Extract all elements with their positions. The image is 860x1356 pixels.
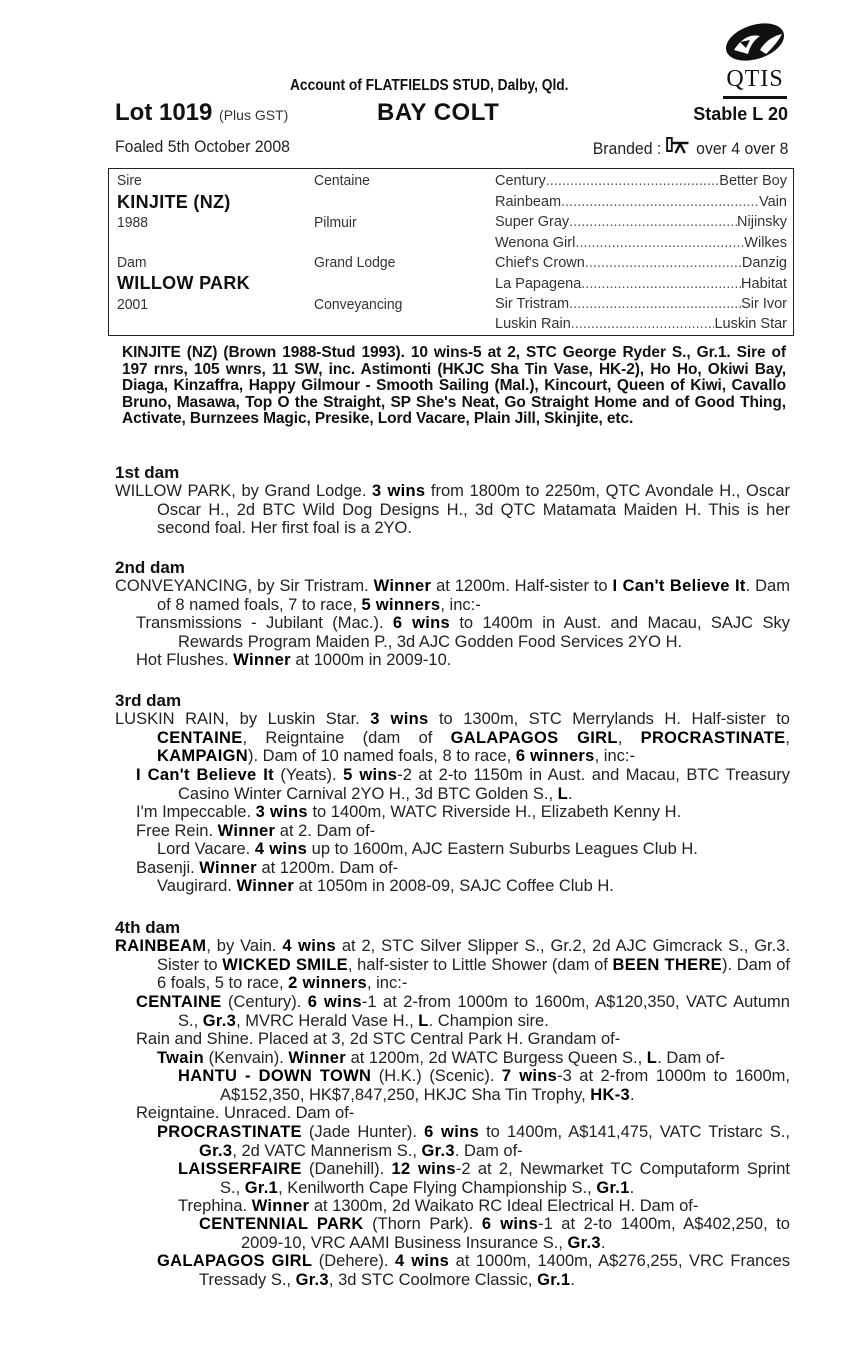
text: ). Dam of 6 foals, 5 to race, — [157, 955, 790, 993]
bold-text: 6 wins — [481, 1215, 539, 1233]
lot-label: Lot 1019 — [115, 99, 213, 126]
text: -1 at 2-to 1400m, A$402,250, to 2009-10, VRC AAMI Business Insurance S., — [241, 1215, 790, 1252]
text: -1 at 2-from 1000m to 1600m, A$120,350, VATC Autumn S., — [178, 993, 790, 1030]
text: (Dehere). — [312, 1252, 395, 1270]
text: (Thorn Park). — [363, 1215, 482, 1233]
great-grandparent-row: Super Gray ..... Nijinsky — [495, 214, 787, 230]
bold-text: CENTAINE — [157, 728, 243, 747]
bold-text: Twain — [157, 1049, 205, 1067]
bold-text: 4 wins — [394, 1252, 450, 1270]
grandsire-paternal: Centaine — [314, 172, 370, 189]
brand-info — [592, 137, 788, 159]
dam-section-heading: 4th dam — [115, 918, 181, 937]
lot-number — [115, 99, 288, 127]
bold-text: 6 wins — [307, 993, 362, 1011]
text: CONVEYANCING, by Sir Tristram. — [115, 577, 374, 595]
text: Lord Vacare. — [157, 840, 255, 858]
bold-text: Winner — [233, 651, 291, 669]
text: , 3d STC Coolmore Classic, — [328, 1270, 538, 1289]
text: -2 at 2-to 1150m in Aust. and Macau, BTC Treasury Casino Winter Carnival 2YO H., 3d BTC Golden S., — [178, 766, 790, 803]
text: , 2d VATC Mannerism S., — [232, 1141, 422, 1160]
great-grandparent-row: Luskin Rain ..... Luskin Star — [495, 316, 787, 332]
text: I'm Impeccable. — [136, 803, 256, 821]
bold-text: HK-3 — [590, 1085, 630, 1104]
bold-text: L — [418, 1011, 429, 1030]
text: at 1200m. Half-sister to — [431, 577, 613, 595]
branded-prefix: Branded : — [592, 139, 661, 158]
text: , Kenilworth Cape Flying Championship S., — [278, 1178, 597, 1197]
qtis-logo — [720, 20, 790, 100]
sire-name: KINJITE (NZ) — [117, 192, 231, 212]
bold-text: L — [557, 784, 569, 803]
dam-section-heading: 2nd dam — [115, 558, 185, 577]
text: to 1400m, A$141,475, VATC Tristarc S., — [478, 1123, 790, 1141]
sire-summary: KINJITE (NZ) (Brown 1988-Stud 1993). 10 wins-5 at 2, STC George Ryder S., Gr.1. Sire of 197 rnrs, 105 wnrs, 11 SW, inc. Astimonti (HKJC Sha Tin Vase, HK-2), Ho Ho, Okiwi Bay, Diaga, Kinzaffra, Happy Gilmour - Smooth Sailing (Mal.), Kincourt, Queen of Kiwi, Cavallo Bruno, Masawa, Top O the Straight, SP She's Neat, Go Straight Home and of Good Thing, Activate, Burnzees Magic, Presike, Lord Vacare, Plain Jill, Skinjite, etc. — [122, 344, 786, 427]
progeny-entry — [136, 993, 790, 1030]
bold-text: 7 wins — [501, 1067, 558, 1085]
bold-text: Gr.3 — [295, 1270, 329, 1289]
granddam-maternal: Conveyancing — [314, 296, 403, 313]
bold-text: RAINBEAM — [115, 937, 207, 955]
text: Trephina. — [178, 1197, 252, 1215]
bold-text: 2 winners — [288, 974, 367, 993]
text: (Jade Hunter). — [301, 1123, 425, 1141]
bold-text: BEEN THERE — [612, 955, 722, 974]
text: . — [570, 1270, 575, 1289]
bold-text: CENTAINE — [136, 993, 222, 1011]
text: WILLOW PARK, by Grand Lodge. — [115, 482, 373, 500]
bold-text: Gr.3 — [421, 1141, 455, 1160]
text: Rain and Shine. Placed at 3, 2d STC Central Park H. Grandam of- — [136, 1030, 621, 1048]
bold-text: Gr.3 — [202, 1011, 237, 1030]
bold-text: KAMPAIGN — [157, 747, 249, 766]
bold-text: 4 wins — [282, 937, 336, 955]
sire-label: Sire — [117, 172, 142, 189]
text: Hot Flushes. — [136, 651, 234, 669]
text: Basenji. — [136, 859, 200, 877]
text: , — [785, 728, 791, 747]
text: (Century). — [221, 993, 308, 1011]
progeny-entry — [136, 651, 790, 670]
bold-text: I Can't Believe It — [612, 577, 746, 595]
qtis-horse-icon — [720, 20, 790, 66]
bold-text: HANTU - DOWN TOWN — [178, 1067, 372, 1085]
stable-location: Stable L 20 — [693, 104, 788, 124]
text: ). Dam of 10 named foals, 8 to race, — [248, 747, 516, 766]
great-grandparent-row: Sir Tristram ..... Sir Ivor — [495, 296, 787, 312]
text: at 1000m in 2009-10. — [290, 651, 452, 669]
text: , MVRC Herald Vase H., — [236, 1011, 419, 1030]
bold-text: Gr.1 — [244, 1178, 279, 1197]
text: Reigntaine. Unraced. Dam of- — [136, 1104, 355, 1122]
progeny-entry — [136, 614, 790, 651]
bold-text: Gr.3 — [567, 1233, 601, 1252]
granddam-paternal: Pilmuir — [314, 214, 357, 231]
progeny-entry — [157, 840, 790, 859]
dam-section-heading: 1st dam — [115, 463, 180, 482]
bold-text: LAISSERFAIRE — [178, 1160, 302, 1178]
text: . Dam of- — [657, 1049, 726, 1067]
bold-text: 3 wins — [370, 710, 429, 728]
bold-text: L — [646, 1049, 658, 1067]
logo-text: QTIS — [726, 66, 784, 92]
progeny-entry — [136, 1104, 790, 1123]
text: -3 at 2-from 1000m to 1600m, A$152,350, HK$7,847,250, HKJC Sha Tin Trophy, — [220, 1067, 790, 1104]
progeny-entry — [136, 1030, 790, 1049]
foaled-date: Foaled 5th October 2008 — [115, 137, 290, 156]
bold-text: Winner — [288, 1049, 346, 1067]
dam-entry — [115, 577, 790, 614]
bold-text: 6 winners — [515, 747, 595, 766]
bold-text: Winner — [251, 1197, 310, 1215]
text: Transmissions - Jubilant (Mac.). — [136, 614, 393, 632]
great-grandparent-row: La Papagena ..... Habitat — [495, 276, 787, 292]
progeny-entry — [157, 1252, 790, 1289]
bold-text: PROCRASTINATE — [640, 728, 786, 747]
text: LUSKIN RAIN, by Luskin Star. — [115, 710, 371, 728]
text: up to 1600m, AJC Eastern Suburbs Leagues Club H. — [307, 840, 698, 858]
sire-year: 1988 — [117, 214, 149, 231]
text: . Dam of 8 named foals, 7 to race, — [157, 577, 790, 614]
dam-entry — [115, 937, 790, 993]
text: to 1400m in Aust. and Macau, SAJC Sky Rewards Program Maiden P., 3d AJC Godden Food Services 2YO H. — [178, 614, 790, 651]
text: , half-sister to Little Shower (dam of — [347, 955, 613, 974]
bold-text: GALAPAGOS GIRL — [157, 1252, 313, 1270]
text: to 1400m, WATC Riverside H., Elizabeth Kenny H. — [307, 803, 682, 821]
progeny-entry — [136, 822, 790, 841]
bold-text: 12 wins — [391, 1160, 456, 1178]
text: at 1200m, 2d WATC Burgess Queen S., — [345, 1049, 647, 1067]
great-grandparent-row: Century ..... Better Boy — [495, 173, 787, 189]
text: . — [568, 784, 573, 803]
dam-entry — [115, 482, 790, 538]
lot-gst-note: (Plus GST) — [219, 107, 289, 123]
grandsire-maternal: Grand Lodge — [314, 254, 396, 271]
brand-mark-icon — [665, 137, 691, 155]
bold-text: Winner — [217, 822, 276, 840]
text: , — [617, 728, 641, 747]
text: , inc:- — [366, 974, 408, 993]
bold-text: 4 wins — [254, 840, 308, 858]
pedigree-table — [108, 168, 794, 336]
dam-year: 2001 — [117, 296, 149, 313]
progeny-entry — [157, 877, 790, 896]
text: Vaugirard. — [157, 877, 237, 895]
text: . Champion sire. — [428, 1011, 549, 1030]
text: at 1300m, 2d Waikato RC Ideal Electrical H. Dam of- — [309, 1197, 699, 1215]
progeny-entry — [178, 1160, 790, 1197]
progeny-entry — [136, 803, 790, 822]
great-grandparent-row: Rainbeam ..... Vain — [495, 194, 787, 210]
progeny-entry — [157, 1123, 790, 1160]
bold-text: Gr.3 — [199, 1141, 233, 1160]
bold-text: I Can't Believe It — [136, 766, 274, 784]
text: at 2. Dam of- — [275, 822, 376, 840]
progeny-entry — [199, 1215, 790, 1252]
bold-text: 5 wins — [343, 766, 398, 784]
text: Free Rein. — [136, 822, 218, 840]
text: . — [629, 1178, 635, 1197]
progeny-entry — [157, 1049, 790, 1068]
text: (Danehill). — [301, 1160, 392, 1178]
dam-label: Dam — [117, 254, 147, 271]
dam-section-heading: 3rd dam — [115, 691, 182, 710]
bold-text: Winner — [373, 577, 432, 595]
horse-description: BAY COLT — [377, 99, 500, 126]
bold-text: 6 wins — [424, 1123, 479, 1141]
bold-text: 3 wins — [255, 803, 308, 821]
great-grandparent-row: Chief's Crown ..... Danzig — [495, 255, 787, 271]
text: (H.K.) (Scenic). — [371, 1067, 502, 1085]
text: . — [600, 1233, 606, 1252]
text: . — [629, 1085, 635, 1104]
text: (Yeats). — [273, 766, 344, 784]
dam-name: WILLOW PARK — [117, 273, 250, 293]
text: -2 at 2, Newmarket TC Computaform Sprint S., — [220, 1160, 790, 1197]
bold-text: PROCRASTINATE — [157, 1123, 302, 1141]
bold-text: 5 winners — [361, 595, 441, 614]
text: , by Vain. — [206, 937, 283, 955]
bold-text: 3 wins — [372, 482, 426, 500]
text: , Reigntaine (dam of — [242, 728, 451, 747]
text: (Kenvain). — [204, 1049, 289, 1067]
text: from 1800m to 2250m, QTC Avondale H., Oscar Oscar H., 2d BTC Wild Dog Designs H., 3d QTC Matamata Maiden H. This is her second foal. Her first foal is a 2YO. — [157, 482, 790, 538]
great-grandparent-row: Wenona Girl ..... Wilkes — [495, 235, 787, 251]
bold-text: CENTENNIAL PARK — [199, 1215, 364, 1233]
bold-text: Gr.1 — [596, 1178, 630, 1197]
logo-underline — [723, 96, 787, 99]
text: at 2, STC Silver Slipper S., Gr.2, 2d AJC Gimcrack S., Gr.3. Sister to — [157, 937, 790, 974]
progeny-entry — [178, 1197, 790, 1216]
bold-text: WICKED SMILE — [222, 955, 348, 974]
branded-suffix: over 4 over 8 — [695, 139, 788, 158]
vendor-account: Account of FLATFIELDS STUD, Dalby, Qld. — [290, 77, 569, 94]
text: . Dam of- — [454, 1141, 523, 1160]
bold-text: 6 wins — [392, 614, 450, 632]
progeny-entry — [136, 859, 790, 878]
dam-entry — [115, 710, 790, 766]
bold-text: Winner — [236, 877, 295, 895]
bold-text: Gr.1 — [537, 1270, 571, 1289]
progeny-entry — [178, 1067, 790, 1104]
progeny-entry — [136, 766, 790, 803]
bold-text: Winner — [199, 859, 257, 877]
text: , inc:- — [594, 747, 635, 766]
text: to 1300m, STC Merrylands H. Half-sister to — [428, 710, 790, 728]
text: , inc:- — [440, 595, 481, 614]
text: at 1000m, 1400m, A$276,255, VRC Frances Tressady S., — [199, 1252, 790, 1289]
text: at 1050m in 2008-09, SAJC Coffee Club H. — [294, 877, 614, 895]
text: at 1200m. Dam of- — [256, 859, 399, 877]
bold-text: GALAPAGOS GIRL — [450, 728, 618, 747]
